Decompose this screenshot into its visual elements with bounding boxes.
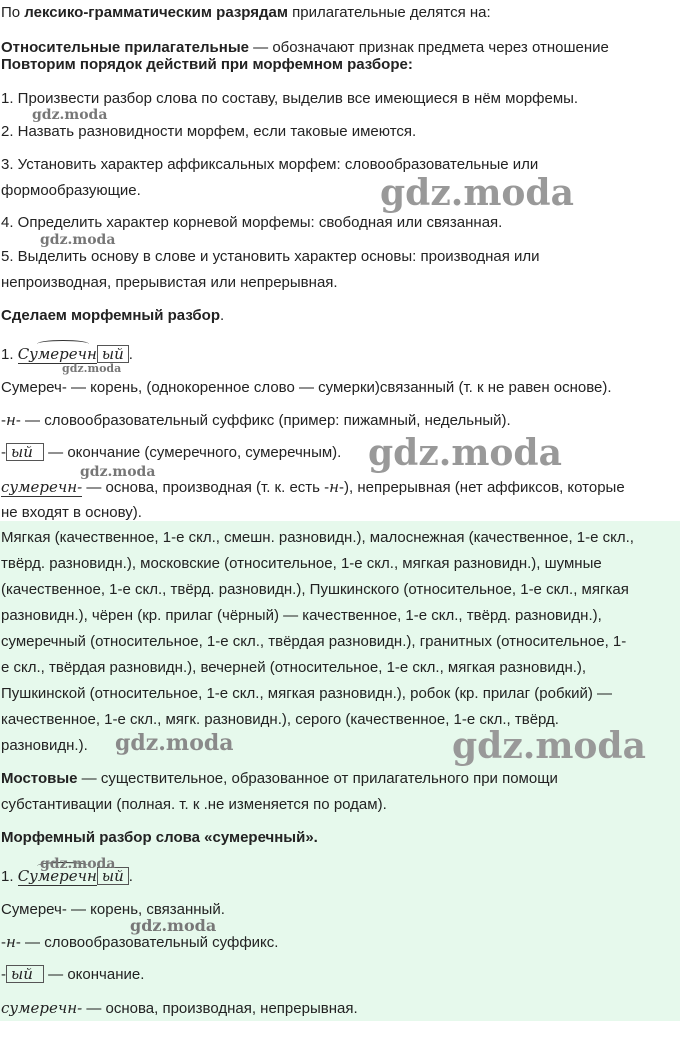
answer-line [1, 932, 278, 953]
watermark: gdz.moda [452, 725, 646, 767]
analysis-line: Сумереч- — корень, (однокоренное слово — сумерки)связанный (т. к не равен основе). [1, 379, 612, 396]
ending-box: ый [97, 867, 129, 885]
watermark: gdz.moda [80, 464, 156, 480]
text: — окончание. [44, 966, 145, 983]
text: . [220, 307, 225, 324]
intro-line [1, 3, 491, 23]
ending-box: ый [97, 345, 129, 363]
text: По [1, 4, 25, 21]
answer-line: твёрд. разновидн.), московские (относительное, 1-е скл., мягкая разновидн.), шумные [1, 555, 602, 572]
section-heading [1, 306, 224, 326]
text: - [1, 934, 6, 951]
step-item: 3. Установить характер аффиксальных морфем: словообразовательные или [1, 156, 539, 173]
suffix: н [6, 411, 16, 429]
watermark: gdz.moda [130, 916, 217, 935]
answer-line: Мягкая (качественное, 1-е скл., смешн. разновидн.), малоснежная (качественное, 1-е скл., [1, 529, 634, 546]
section-heading [1, 55, 413, 75]
text: - — словообразовательный суффикс. [15, 934, 279, 951]
step-item: 5. Выделить основу в слове и установить характер основы: производная или [1, 248, 540, 265]
watermark: gdz.moda [40, 232, 116, 248]
text: 1. [1, 346, 18, 363]
step-item: 4. Определить характер корневой морфемы: свободная или связанная. [1, 214, 503, 231]
analysis-line [1, 477, 625, 498]
text: 1. [1, 868, 18, 885]
section-heading [1, 828, 318, 848]
stem: сумеречн- [1, 999, 83, 1017]
suffix: н [329, 478, 340, 496]
text: — обозначают признак предмета через отношение [248, 39, 609, 56]
bold-term: Относительные прилагательные [1, 39, 249, 56]
root-arc: Сумеречн [17, 345, 97, 363]
analysis-line [1, 443, 341, 463]
watermark: gdz.moda [380, 172, 574, 214]
step-item: непроизводная, прерывистая или непрерывная. [1, 274, 338, 291]
step-item: формообразующие. [1, 182, 141, 199]
watermark: gdz.moda [32, 107, 108, 123]
heading-text: Повторим порядок действий при морфемном разборе: [1, 56, 413, 73]
answer-line: качественное, 1-е скл., мягк. разновидн.), серого (качественное, 1-е скл., твёрд. [1, 711, 559, 728]
text: - [1, 412, 6, 429]
analysis-line [1, 410, 511, 431]
answer-line: Пушкинской (относительное, 1-е скл., мягкая разновидн.), робок (кр. прилаг (робкий) — [1, 685, 613, 702]
answer-line [1, 998, 358, 1019]
bold-term: Мостовые [1, 770, 78, 787]
answer-line [1, 965, 144, 985]
text: . [128, 346, 133, 363]
stem: сумеречн- [1, 478, 83, 496]
answer-line: разновидн.). [1, 737, 88, 754]
text: ый, недель [397, 412, 475, 429]
suffix: н [388, 412, 398, 429]
watermark: gdz.moda [62, 362, 122, 375]
text: — окончание (сумеречного, сумеречным). [44, 444, 342, 461]
answer-line [1, 769, 558, 789]
clipped-line [0, 30, 680, 58]
ending-box: ый [6, 443, 44, 461]
suffix: н [6, 933, 16, 951]
text: — существительное, образованное от прилагательного при помощи [77, 770, 558, 787]
root-arc: Сумеречн [17, 867, 97, 885]
answer-line: субстантивации (полная. т. к .не изменяется по родам). [1, 796, 387, 813]
text: - [1, 444, 6, 461]
step-item: 2. Назвать разновидности морфем, если таковые имеются. [1, 123, 417, 140]
bold-term: лексико-грамматическим разрядам [24, 4, 288, 21]
suffix: н [474, 412, 483, 429]
text: - — словообразовательный суффикс (пример: пижам [15, 412, 389, 429]
watermark: gdz.moda [368, 432, 562, 474]
heading-text: Сделаем морфемный разбор [1, 307, 220, 324]
text: ый). [482, 412, 511, 429]
answer-line: (качественное, 1-е скл., твёрд. разновидн.), Пушкинского (относительное, 1-е скл., мягкая [1, 581, 629, 598]
answer-line: сумеречный (относительное, 1-е скл., твёрдая разновидн.), гранитных (относительное, 1- [1, 633, 627, 650]
watermark: gdz.moda [115, 730, 234, 756]
text: -), непрерывная (нет аффиксов, которые [339, 479, 625, 496]
heading-text: Морфемный разбор слова «сумеречный». [1, 829, 318, 846]
step-item: 1. Произвести разбор слова по составу, выделив все имеющиеся в нём морфемы. [1, 90, 579, 107]
text: — основа, производная, непрерывная. [82, 1000, 358, 1017]
text: - [1, 966, 6, 983]
text: . [128, 868, 133, 885]
text: — основа, производная (т. к. есть - [82, 479, 330, 496]
answer-line: разновидн.), чёрен (кр. прилаг (чёрный) — качественное, 1-е скл., твёрд. разновидн.), [1, 607, 602, 624]
watermark: gdz.moda [40, 856, 116, 872]
answer-line: е скл., твёрдая разновидн.), вечерней (относительное, 1-е скл., мягкая разновидн.), [1, 659, 587, 676]
ending-box: ый [6, 965, 44, 983]
analysis-line: не входят в основу). [1, 504, 142, 521]
text: прилагательные делятся на: [287, 4, 491, 21]
answer-line: Сумереч- — корень, связанный. [1, 901, 225, 918]
